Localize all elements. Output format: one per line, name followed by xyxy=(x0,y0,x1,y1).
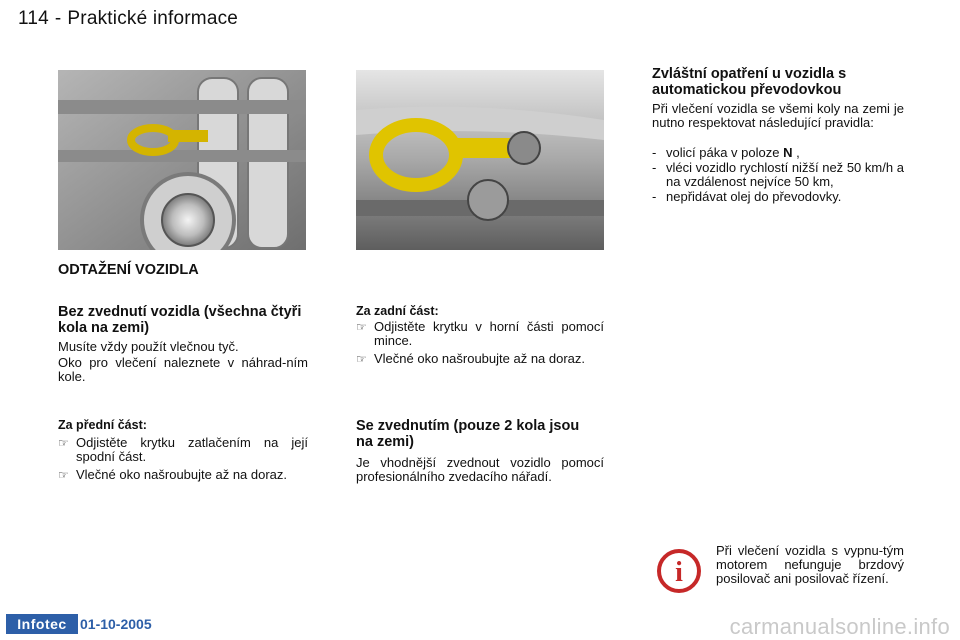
list-item xyxy=(652,146,904,160)
rule-text-end: , xyxy=(792,145,800,160)
automatic-gearbox-intro: Při vlečení vozidla se všemi koly na zemi je nutno respektovat následující pravidla: xyxy=(652,101,904,130)
pointing-hand-icon: ☞ xyxy=(356,352,367,366)
spare-wheel-paragraph: Oko pro vlečení naleznete v náhrad-ním kole. xyxy=(58,355,308,384)
list-item-text: vléci vozidlo rychlostí nižší než 50 km/h a na vzdálenost nejvíce 50 km, xyxy=(666,160,904,189)
front-section-title: Za přední část: xyxy=(58,418,147,432)
automatic-gearbox-heading: Zvláštní opatření u vozidla s automatickou převodovkou xyxy=(652,66,847,98)
list-item-text: Vlečné oko našroubujte až na doraz. xyxy=(76,467,288,482)
list-item-text xyxy=(666,146,904,160)
list-item-text: Odjistěte krytku v horní části pomocí mince. xyxy=(374,319,604,348)
watermark: carmanualsonline.info xyxy=(729,614,950,639)
rule-text: volicí páka v poloze xyxy=(666,145,784,160)
front-instructions-list xyxy=(58,436,308,482)
dash-marker: - xyxy=(652,189,657,204)
list-item-text: nepřidávat olej do převodovky. xyxy=(666,189,842,204)
page-title: Praktické informace xyxy=(67,8,239,29)
info-icon xyxy=(656,548,702,594)
dash-marker: - xyxy=(652,160,657,175)
dash-marker: - xyxy=(652,145,657,160)
tow-bar-paragraph: Musíte vždy použít vlečnou tyč. xyxy=(58,339,239,354)
rear-towing-eye-image xyxy=(356,70,604,250)
list-item xyxy=(58,468,308,482)
list-item xyxy=(356,352,604,366)
pointing-hand-icon: ☞ xyxy=(356,320,367,334)
infotec-logo: Infotec xyxy=(6,614,78,634)
list-item xyxy=(58,436,308,464)
list-item-text: Odjistěte krytku zatlačením na její spodní část. xyxy=(76,435,308,464)
page-number: 114 xyxy=(18,8,49,29)
info-icon-glyph: i xyxy=(675,557,683,588)
section-title: ODTAŽENÍ VOZIDLA xyxy=(58,262,199,278)
rear-instructions-list xyxy=(356,320,604,366)
lifted-tow-paragraph: Je vhodnější zvednout vozidlo pomocí profesionálního zvedacího nářadí. xyxy=(356,455,604,484)
front-towing-eye-image xyxy=(58,70,306,250)
header-separator: - xyxy=(54,8,62,29)
list-item-text: Vlečné oko našroubujte až na doraz. xyxy=(374,351,586,366)
rear-section-title: Za zadní část: xyxy=(356,304,439,318)
gear-position-n: N xyxy=(783,145,793,160)
automatic-gearbox-rules xyxy=(652,146,904,204)
list-item xyxy=(652,190,904,204)
lifted-tow-heading: Se zvednutím (pouze 2 kola jsou na zemi) xyxy=(356,418,580,450)
edition-date: 01-10-2005 xyxy=(80,616,152,632)
pointing-hand-icon: ☞ xyxy=(58,436,69,450)
pointing-hand-icon: ☞ xyxy=(58,468,69,482)
list-item xyxy=(356,320,604,348)
page-header xyxy=(18,8,238,30)
no-lift-heading: Bez zvednutí vozidla (všechna čtyři kola na zemi) xyxy=(58,304,302,336)
list-item xyxy=(652,161,904,189)
warning-note: Při vlečení vozidla s vypnu-tým motorem nefunguje brzdový posilovač ani posilovač řízení. xyxy=(716,543,904,586)
